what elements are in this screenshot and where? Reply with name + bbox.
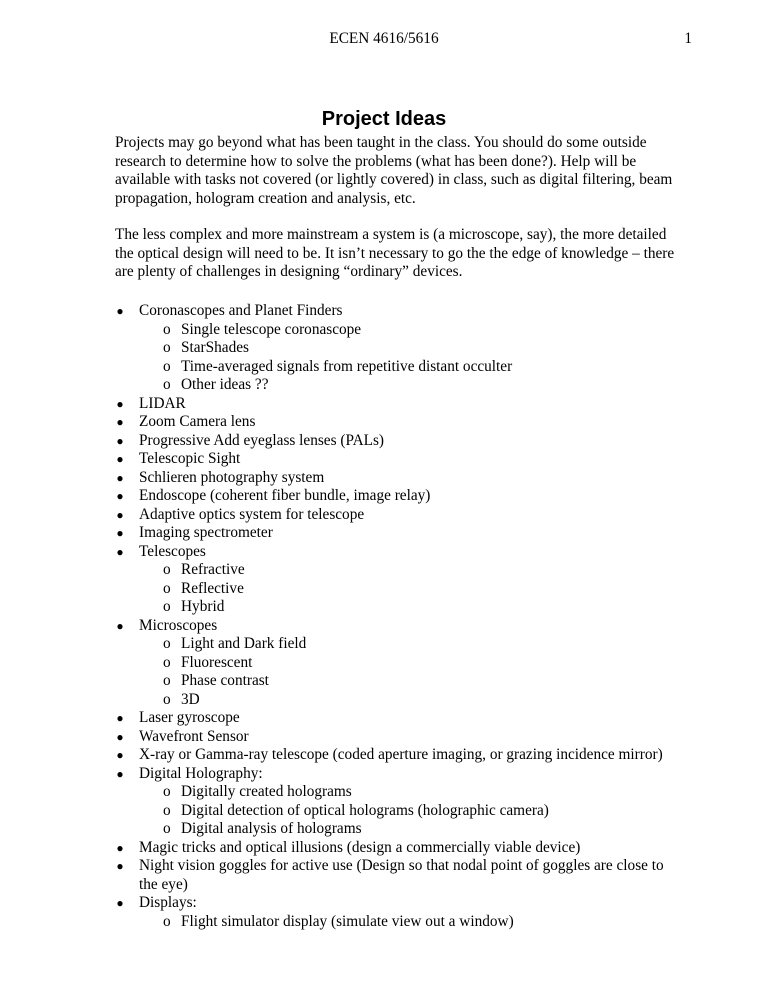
sub-idea-item <box>139 561 675 580</box>
idea-item <box>115 524 675 543</box>
sub-idea-label: 3D <box>181 690 200 708</box>
circle-bullet-icon: o <box>163 320 171 338</box>
sub-idea-item <box>139 913 675 932</box>
circle-bullet-icon: o <box>163 783 171 800</box>
idea-item <box>115 765 675 839</box>
circle-bullet-icon: o <box>163 376 171 393</box>
complexity-paragraph: The less complex and more mainstream a system is (a microscope, say), the more detailed the optical design will need to be. It isn’t necessary to go the the edge of knowledge – there are plenty of challenges in designing “ordinary” devices. <box>115 226 675 280</box>
circle-bullet-icon: o <box>163 635 171 652</box>
idea-label: Magic tricks and optical illusions (design a commercially viable device) <box>139 838 581 856</box>
sub-idea-label: Other ideas ?? <box>181 376 269 393</box>
idea-label: Progressive Add eyeglass lenses (PALs) <box>139 431 385 449</box>
idea-label: Wavefront Sensor <box>139 727 249 745</box>
document-title: Project Ideas <box>321 108 447 130</box>
sub-idea-item <box>139 783 675 802</box>
idea-label: Displays: <box>139 894 197 911</box>
idea-item <box>115 395 675 414</box>
sub-idea-label: Digital detection of optical holograms (holographic camera) <box>181 801 549 819</box>
sub-idea-list <box>139 783 675 839</box>
circle-bullet-icon: o <box>163 653 171 671</box>
sub-idea-item <box>139 598 675 617</box>
idea-label: Digital Holography: <box>139 764 263 782</box>
sub-idea-label: Light and Dark field <box>181 635 307 652</box>
idea-label: Coronascopes and Planet Finders <box>139 302 343 319</box>
sub-idea-label: StarShades <box>181 339 249 356</box>
sub-idea-label: Fluorescent <box>181 653 253 671</box>
sub-idea-label: Reflective <box>181 579 244 597</box>
idea-label: Microscopes <box>139 616 218 634</box>
sub-idea-label: Hybrid <box>181 598 225 615</box>
sub-idea-item <box>139 580 675 599</box>
sub-idea-item <box>139 339 675 358</box>
circle-bullet-icon: o <box>163 690 171 708</box>
bullet-icon: ● <box>116 396 124 411</box>
bullet-icon: ● <box>116 766 124 781</box>
sub-idea-list <box>139 561 675 617</box>
circle-bullet-icon: o <box>163 801 171 819</box>
bullet-icon: ● <box>116 748 124 762</box>
circle-bullet-icon: o <box>163 912 171 930</box>
sub-idea-item <box>139 691 675 710</box>
sub-idea-label: Refractive <box>181 561 245 578</box>
idea-item <box>115 543 675 617</box>
sub-idea-list <box>139 321 675 395</box>
sub-idea-label: Digitally created holograms <box>181 783 352 800</box>
idea-label: Night vision goggles for active use (Design so that nodal point of goggles are close to the eye) <box>139 857 664 893</box>
sub-idea-label: Time-averaged signals from repetitive distant occulter <box>181 357 513 375</box>
idea-item <box>115 728 675 747</box>
bullet-icon: ● <box>116 544 124 559</box>
idea-label: Telescopes <box>139 542 206 560</box>
bullet-icon: ● <box>116 729 124 744</box>
sub-idea-item <box>139 672 675 691</box>
sub-idea-item <box>139 802 675 821</box>
idea-item <box>115 617 675 710</box>
bullet-icon: ● <box>116 452 124 466</box>
course-code: ECEN 4616/5616 <box>329 30 439 47</box>
sub-idea-label: Single telescope coronascope <box>181 320 362 338</box>
bullet-icon: ● <box>116 507 124 522</box>
idea-label: Schlieren photography system <box>139 468 325 486</box>
page-number: 1 <box>684 30 692 47</box>
intro-paragraph: Projects may go beyond what has been taught in the class. You should do some outside research to determine how to solve the problems (what has been done?). Help will be available with tasks not covered (or lightly covered) in class, such as digital filtering, beam propagation, hologram creation and analysis, etc. <box>115 134 673 207</box>
sub-idea-list <box>139 913 675 932</box>
sub-idea-item <box>139 635 675 654</box>
bullet-icon: ● <box>116 896 124 910</box>
sub-idea-label: Phase contrast <box>181 672 269 689</box>
idea-label: LIDAR <box>139 394 186 412</box>
sub-idea-list <box>139 635 675 709</box>
circle-bullet-icon: o <box>163 672 171 689</box>
circle-bullet-icon: o <box>163 339 171 356</box>
bullet-icon: ● <box>116 470 124 485</box>
bullet-icon: ● <box>116 304 124 318</box>
idea-item <box>115 709 675 728</box>
sub-idea-item <box>139 321 675 340</box>
idea-item <box>115 413 675 432</box>
circle-bullet-icon: o <box>163 579 171 597</box>
idea-item <box>115 469 675 488</box>
bullet-icon: ● <box>116 859 124 873</box>
idea-label: Laser gyroscope <box>139 709 240 726</box>
bullet-icon: ● <box>116 489 124 503</box>
bullet-icon: ● <box>116 711 124 725</box>
sub-idea-label: Digital analysis of holograms <box>181 820 362 837</box>
sub-idea-item <box>139 654 675 673</box>
idea-item <box>115 432 675 451</box>
sub-idea-item <box>139 376 675 395</box>
idea-item <box>115 839 675 858</box>
circle-bullet-icon: o <box>163 561 171 578</box>
idea-item <box>115 746 675 765</box>
idea-label: Adaptive optics system for telescope <box>139 505 365 523</box>
idea-label: Imaging spectrometer <box>139 524 273 541</box>
idea-item <box>115 857 675 894</box>
circle-bullet-icon: o <box>163 357 171 375</box>
circle-bullet-icon: o <box>163 820 171 837</box>
sub-idea-label: Flight simulator display (simulate view out a window) <box>181 912 514 930</box>
bullet-icon: ● <box>116 433 124 448</box>
sub-idea-item <box>139 358 675 377</box>
idea-label: Zoom Camera lens <box>139 413 256 430</box>
idea-item <box>115 450 675 469</box>
circle-bullet-icon: o <box>163 598 171 615</box>
idea-item <box>115 894 675 931</box>
idea-label: X-ray or Gamma-ray telescope (coded aperture imaging, or grazing incidence mirror) <box>139 746 663 763</box>
idea-label: Endoscope (coherent fiber bundle, image relay) <box>139 487 431 504</box>
idea-item <box>115 302 675 395</box>
idea-item <box>115 506 675 525</box>
page-header <box>0 30 768 50</box>
bullet-icon: ● <box>116 618 124 633</box>
bullet-icon: ● <box>116 415 124 429</box>
bullet-icon: ● <box>116 840 124 855</box>
idea-label: Telescopic Sight <box>139 450 241 467</box>
project-ideas-list <box>115 302 675 931</box>
sub-idea-item <box>139 820 675 839</box>
idea-item <box>115 487 675 506</box>
bullet-icon: ● <box>116 526 124 540</box>
